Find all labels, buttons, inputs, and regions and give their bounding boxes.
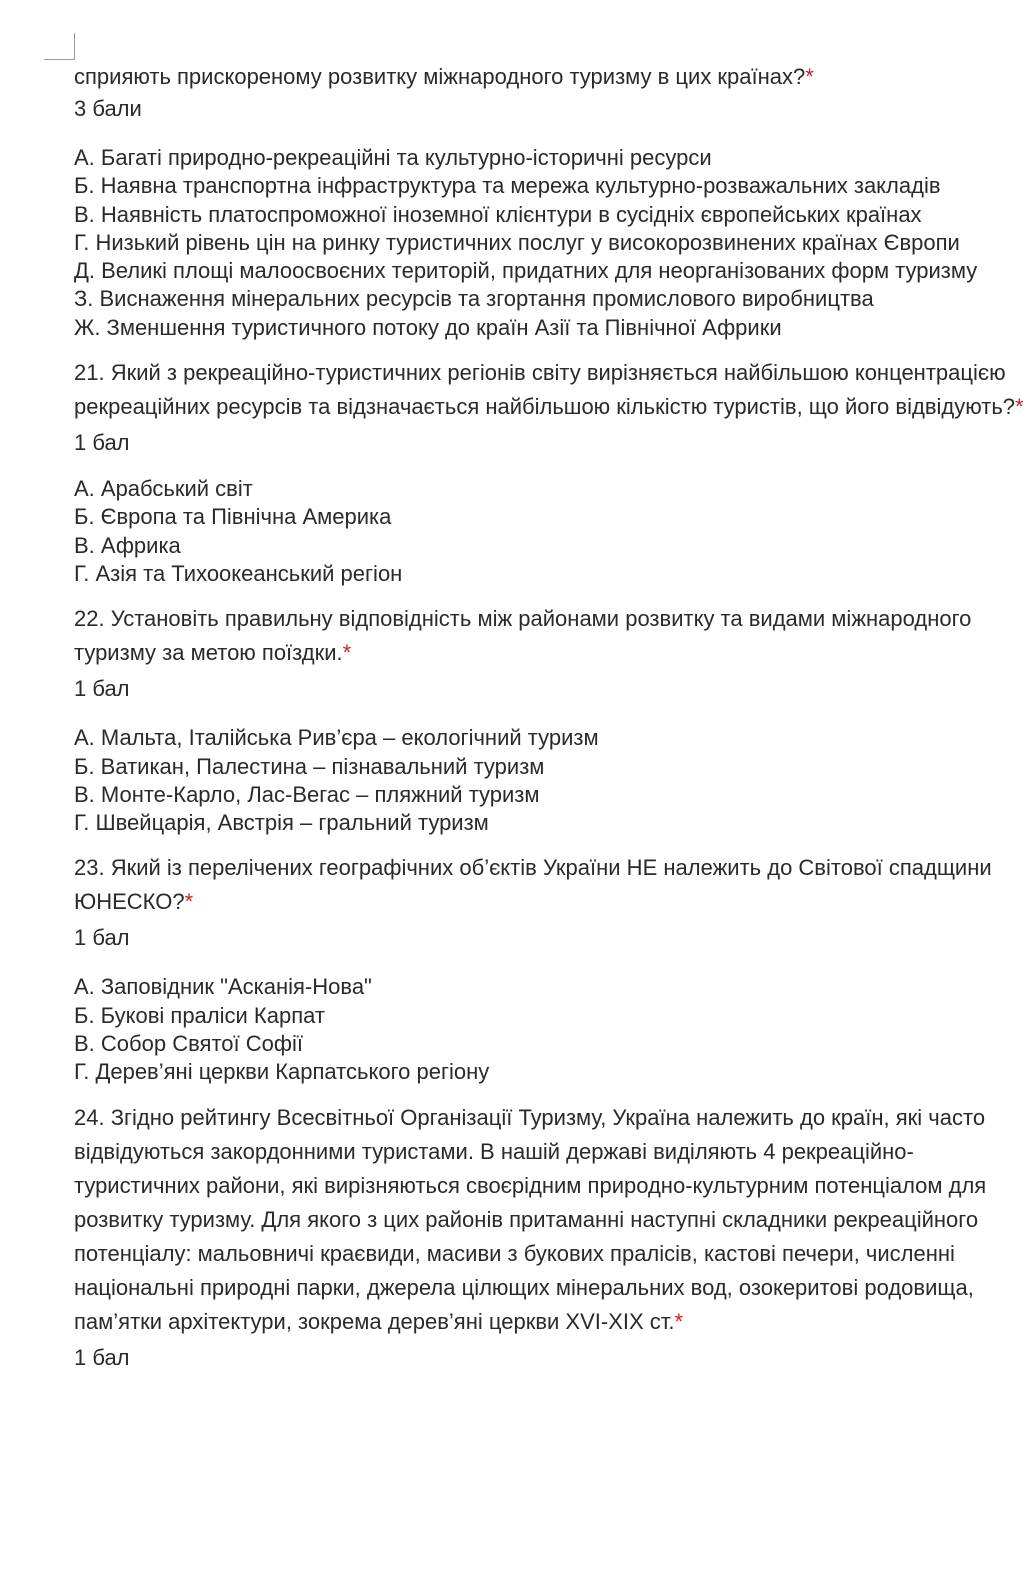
question-text: сприяють прискореному розвитку міжнародного туризму в цих країнах?* bbox=[74, 64, 814, 89]
question-points: 1 бал bbox=[74, 925, 130, 951]
option-d: Д. Великі площі малоосвоєних територій, придатних для неорганізованих форм туризму bbox=[74, 258, 978, 284]
required-asterisk: * bbox=[184, 889, 194, 915]
question-23 bbox=[74, 851, 1029, 1086]
required-asterisk: * bbox=[1015, 394, 1024, 420]
option-h: Г. Азія та Тихоокеанський регіон bbox=[74, 560, 403, 586]
required-asterisk: * bbox=[342, 640, 352, 666]
question-20-continued bbox=[74, 62, 1029, 342]
question-24 bbox=[74, 1101, 1029, 1373]
option-v: В. Монте-Карло, Лас-Вегас – пляжний туризм bbox=[74, 781, 540, 807]
page-corner-mark bbox=[44, 33, 75, 60]
option-b: Б. Європа та Північна Америка bbox=[74, 504, 392, 530]
question-points: 3 бали bbox=[74, 96, 142, 121]
question-text: 21. Який з рекреаційно-туристичних регіонів світу вирізняється найбільшою концентрацією рекреаційних ресурсів та відзначається найбільшою кількістю туристів, що його відвідують?* bbox=[74, 360, 1024, 420]
option-zh: Ж. Зменшення туристичного потоку до країн Азії та Північної Африки bbox=[74, 314, 782, 340]
option-v: В. Африка bbox=[74, 532, 181, 558]
question-text: 24. Згідно рейтингу Всесвітньої Організації Туризму, Україна належить до країн, які часто відвідуються закордонними туристами. В нашій державі виділяють 4 рекреаційно-туристичних райони, які вирізняються своєрідним природно-культурним потенціалом для розвитку туризму. Для якого з цих районів притаманні наступні складники рекреаційного потенціалу: мальовничі краєвиди, масиви з букових пралісів, кастові печери, численні національні природні парки, джерела цілющих мінеральних вод, озокеритові родовища, пам’ятки архітектури, зокрема дерев’яні церкви XVI-XIX ст.* bbox=[74, 1104, 987, 1334]
option-v: В. Наявність платоспроможної іноземної клієнтури в сусідніх європейських країнах bbox=[74, 201, 922, 227]
option-a: А. Багаті природно-рекреаційні та культурно-історичні ресурси bbox=[74, 145, 712, 170]
question-points: 1 бал bbox=[74, 430, 130, 456]
option-a: А. Заповідник "Асканія-Нова" bbox=[74, 974, 372, 1000]
required-asterisk: * bbox=[674, 1308, 684, 1334]
question-points: 1 бал bbox=[74, 1344, 130, 1370]
option-a: А. Арабський світ bbox=[74, 476, 253, 502]
question-22 bbox=[74, 602, 1029, 837]
question-21 bbox=[74, 356, 1029, 588]
option-v: В. Собор Святої Софії bbox=[74, 1031, 303, 1057]
question-text: 22. Установіть правильну відповідність між районами розвитку та видами міжнародного туризму за метою поїздки.* bbox=[74, 606, 972, 666]
option-z: З. Виснаження мінеральних ресурсів та згортання промислового виробництва bbox=[74, 286, 874, 312]
option-list bbox=[74, 144, 1029, 342]
option-h: Г. Низький рівень цін на ринку туристичних послуг у високорозвинених країнах Європи bbox=[74, 229, 960, 255]
option-b: Б. Ватикан, Палестина – пізнавальний туризм bbox=[74, 753, 545, 779]
question-points: 1 бал bbox=[74, 676, 130, 702]
required-asterisk: * bbox=[805, 64, 814, 89]
option-a: А. Мальта, Італійська Рив’єра – екологічний туризм bbox=[74, 725, 599, 751]
option-list bbox=[74, 475, 1029, 588]
quiz-page bbox=[74, 62, 1029, 1387]
option-h: Г. Швейцарія, Австрія – гральний туризм bbox=[74, 810, 489, 836]
question-text: 23. Який із перелічених географічних об’єктів України НЕ належить до Світової спадщини ЮНЕСКО?* bbox=[74, 855, 992, 915]
option-list bbox=[74, 973, 1029, 1086]
option-list bbox=[74, 724, 1029, 837]
option-h: Г. Дерев’яні церкви Карпатського регіону bbox=[74, 1059, 490, 1085]
option-b: Б. Наявна транспортна інфраструктура та мережа культурно-розважальних закладів bbox=[74, 173, 941, 199]
option-b: Б. Букові праліси Карпат bbox=[74, 1002, 325, 1028]
